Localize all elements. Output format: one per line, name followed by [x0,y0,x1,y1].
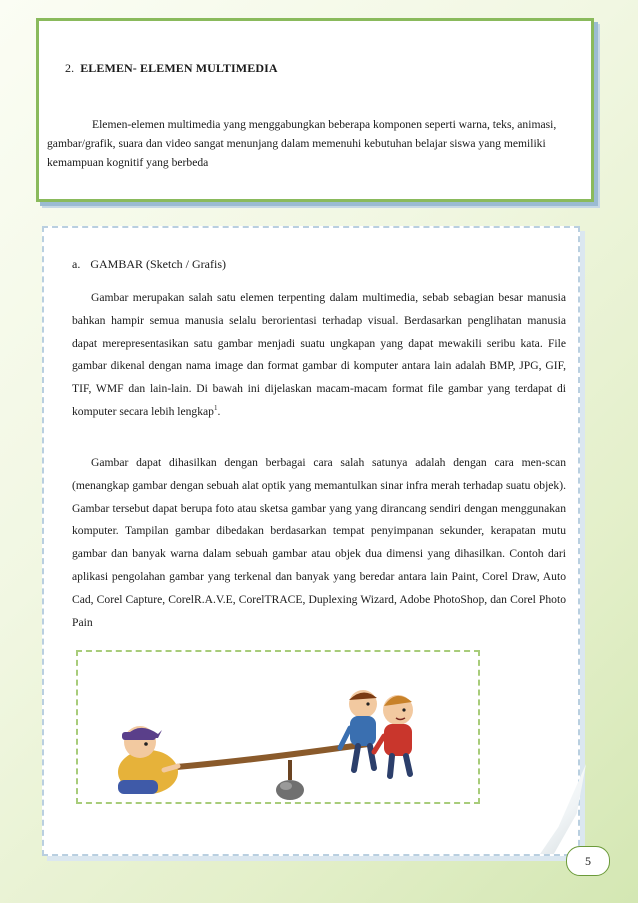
intro-box [36,18,594,202]
section-number: 2. [65,61,75,75]
body-paragraph-1 [72,287,566,424]
subsection-title-text: GAMBAR (Sketch / Grafis) [90,257,226,271]
footnote-reference: 1 [213,404,218,413]
body-paragraph-1-end: . [217,404,221,418]
body-paragraph-1-text: Gambar merupakan salah satu elemen terpenting dalam multimedia, sebab sebagian besar manusia bahkan hampir semua manusia selalu berorientasi terhadap visual. Berdasarkan penglihatan manusia dapat merepresentasikan satu gambar menjadi suatu ungkapan yang dapat mewakili seribu kata. File gambar dikenal dengan nama image dan format gambar di komputer antara lain adalah BMP, JPG, GIF, TIF, WMF dan lain-lain. Di bawah ini dijelaskan macam-macam format file gambar yang terdapat di komputer secara lebih lengkap [72,291,566,418]
subsection-letter: a. [72,257,81,271]
section-heading [65,61,278,76]
body-paragraph-2 [72,452,566,634]
body-paragraph-2-text: Gambar dapat dihasilkan dengan berbagai cara salah satunya adalah dengan cara men-scan (menangkap gambar dengan sebuah alat optik yang memantulkan sinar infra merah terhadap suatu objek). Gambar tersebut dapat berupa foto atau sketsa gambar yang yang dirancang sendiri dengan menggunakan komputer. Tampilan gambar dibedakan berdasarkan tempat penyimpanan sekunder, kerapatan mutu gambar dan banyak warna dalam sebuah gambar atau objek dua dimensi yang dihasilkan. Contoh dari aplikasi pengolahan gambar yang terkenal dan banyak yang beredar antara lain Paint, Corel Draw, Auto Cad, Corel Capture, CorelR.A.V.E, CorelTRACE, Duplexing Wizard, Adobe PhotoShop, dan Corel Photo Pain [72,456,566,629]
intro-paragraph [47,115,583,172]
page-number: 5 [566,846,610,876]
subsection-title [72,257,226,272]
seesaw-cartoon-image [78,652,478,802]
intro-paragraph-text: Elemen-elemen multimedia yang menggabungkan beberapa komponen seperti warna, teks, animasi, gambar/grafik, suara dan video sangat menunjang dalam memenuhi kebutuhan belajar siswa yang memiliki kemampuan kognitif yang berbeda [47,118,557,169]
seesaw-illustration [76,650,480,804]
section-heading-text: ELEMEN- ELEMEN MULTIMEDIA [80,61,278,75]
